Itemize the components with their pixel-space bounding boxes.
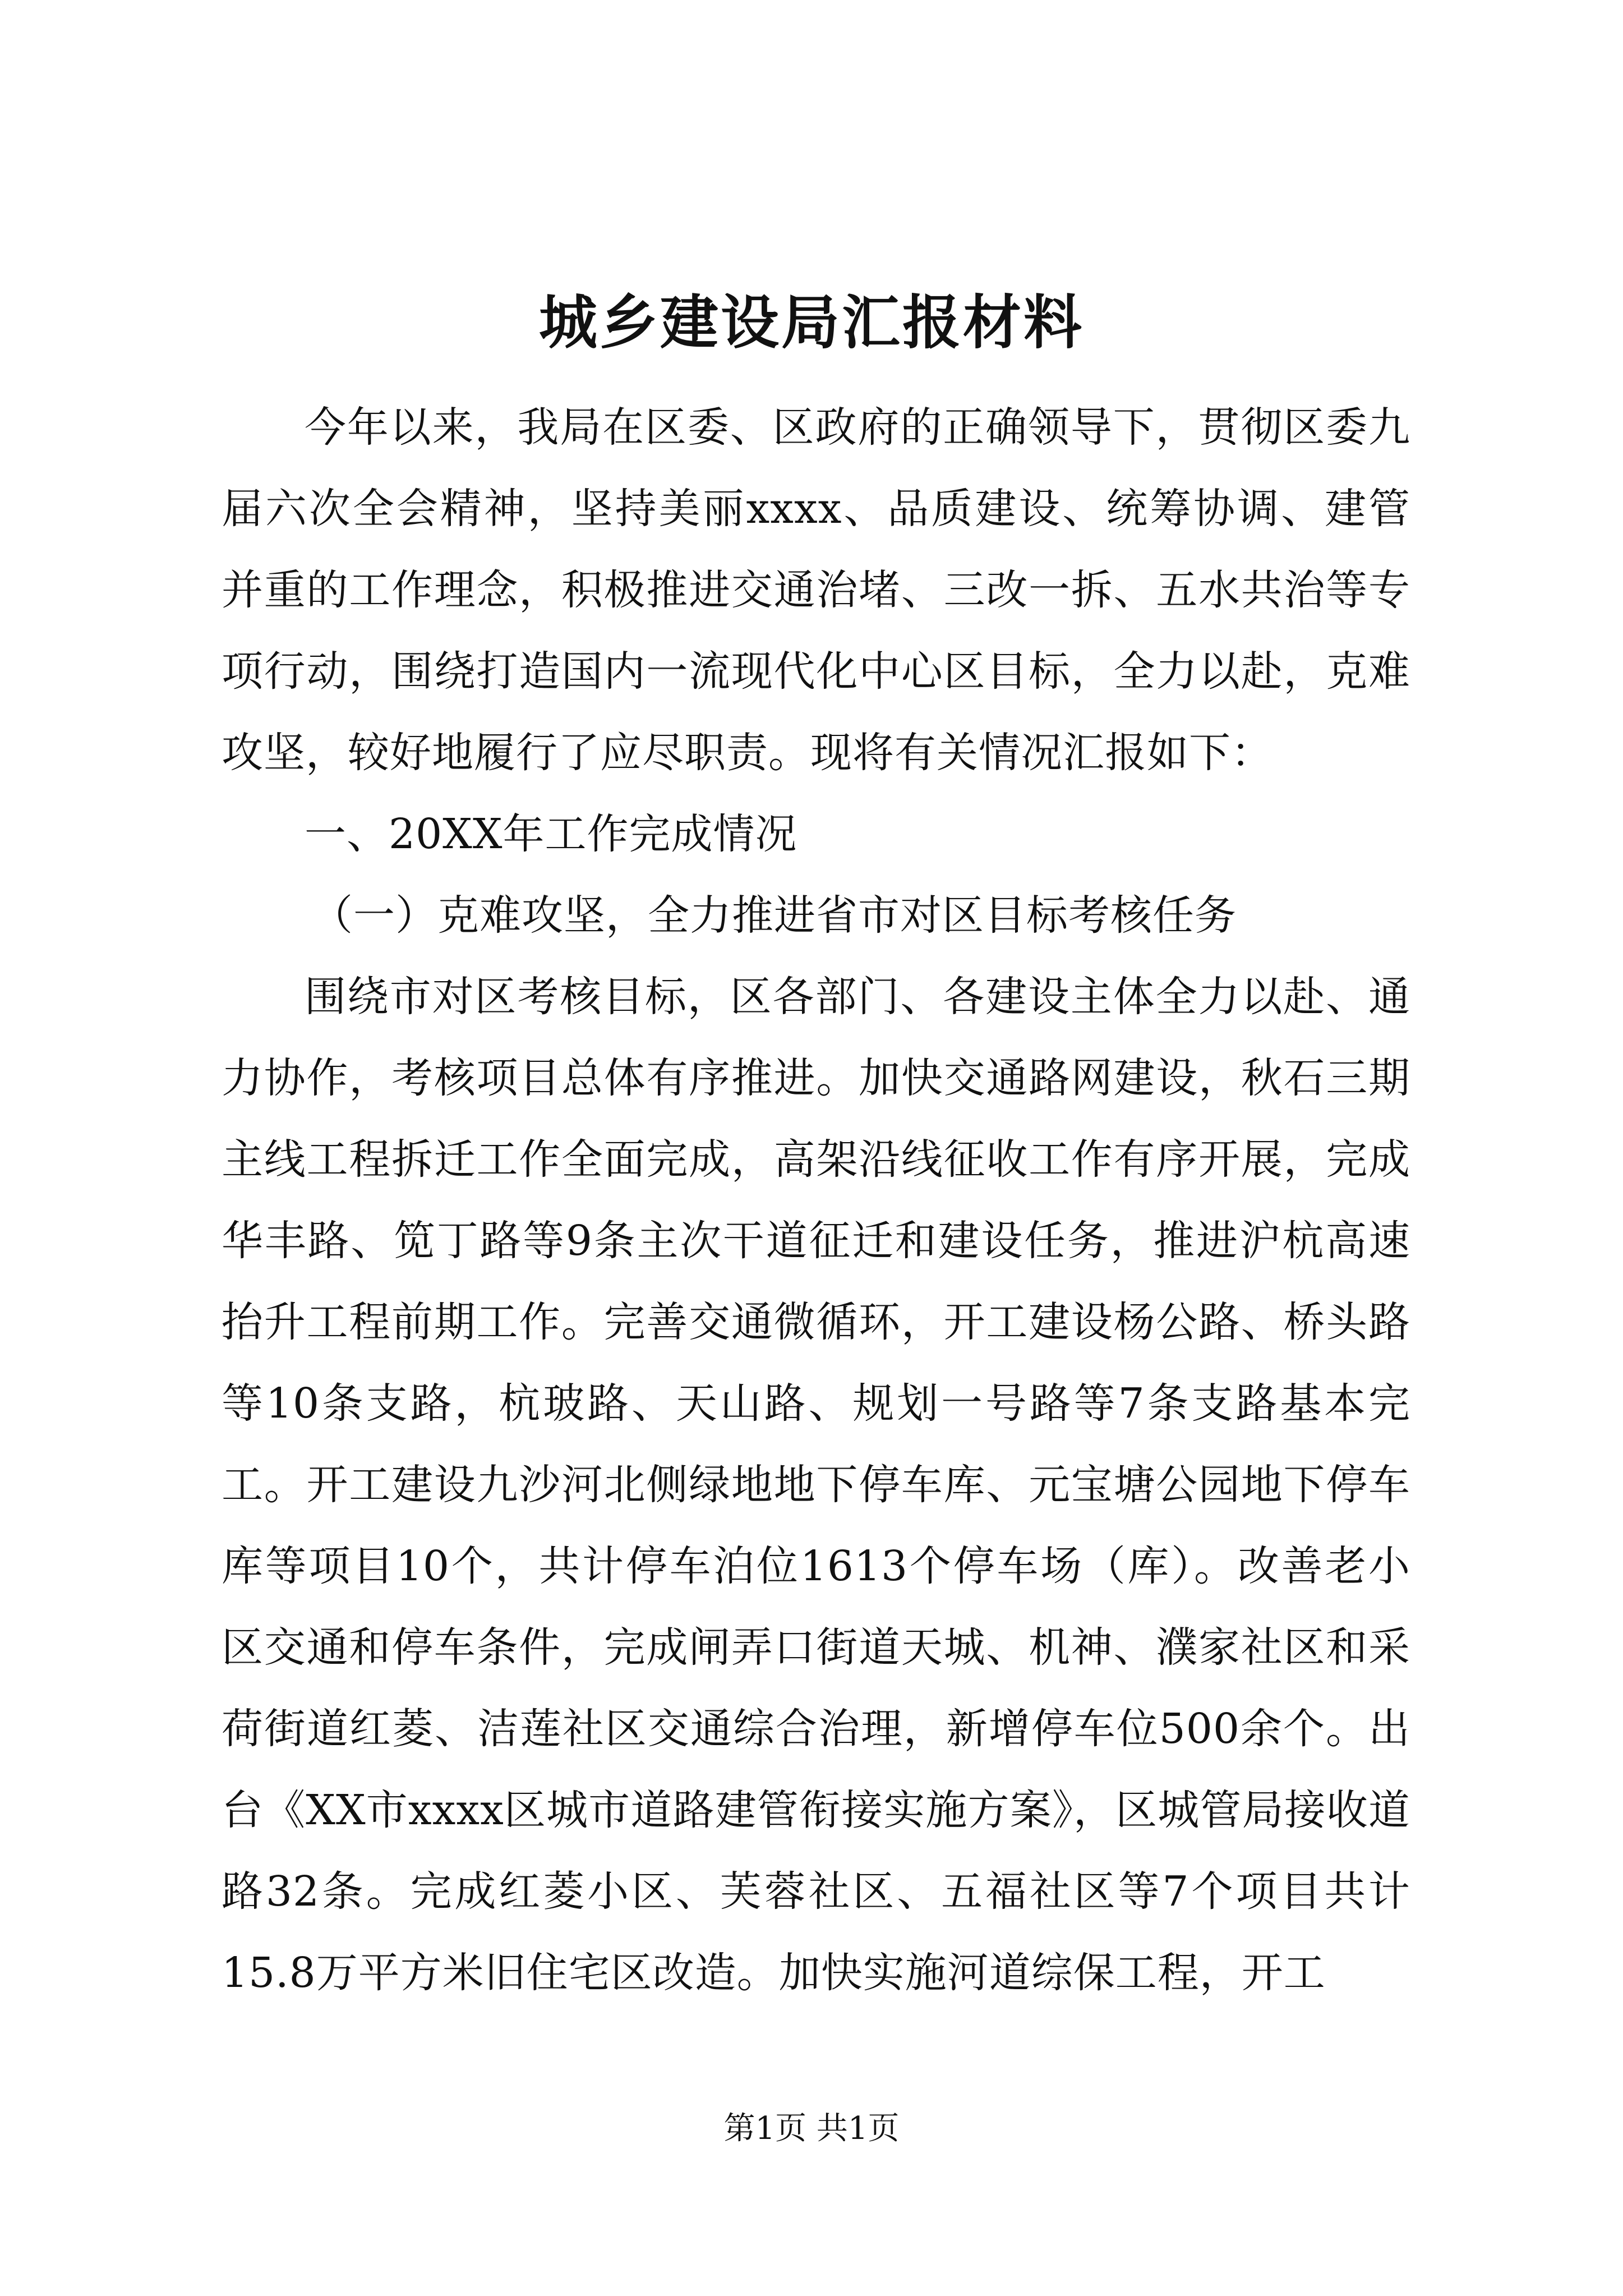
- page-footer: 第1页 共1页: [723, 2110, 900, 2147]
- document-title: 城乡建设局汇报材料: [538, 288, 1084, 357]
- section-heading: 一、20XX年工作完成情况: [305, 810, 797, 858]
- intro-paragraph: 今年以来，我局在区委、区政府的正确领导下，贯彻区委九届六次全会精神，坚持美丽xxxx、品质建设、统筹协调、建管并重的工作理念，积极推进交通治堵、三改一拆、五水共治等专项行动，围绕打造国内一流现代化中心区目标，全力以赴，克难攻坚，较好地履行了应尽职责。现将有关情况汇报如下：: [222, 403, 1410, 777]
- document-body: [222, 387, 1410, 2014]
- subsection-heading: （一）克难攻坚，全力推进省市对区目标考核任务: [311, 891, 1237, 940]
- section-body-paragraph: 围绕市对区考核目标，区各部门、各建设主体全力以赴、通力协作，考核项目总体有序推进。加快交通路网建设，秋石三期主线工程拆迁工作全面完成，高架沿线征收工作有序开展，完成华丰路、笕丁路等9条主次干道征迁和建设任务，推进沪杭高速抬升工程前期工作。完善交通微循环，开工建设杨公路、桥头路等10条支路，杭玻路、天山路、规划一号路等7条支路基本完工。开工建设九沙河北侧绿地地下停车库、元宝塘公园地下停车库等项目10个，共计停车泊位1613个停车场（库）。改善老小区交通和停车条件，完成闸弄口街道天城、机神、濮家社区和采荷街道红菱、洁莲社区交通综合治理，新增停车位500余个。出台《XX市xxxx区城市道路建管衔接实施方案》，区城管局接收道路32条。完成红菱小区、芙蓉社区、五福社区等7个项目共计15.8万平方米旧住宅区改造。加快实施河道综保工程，开工: [222, 973, 1410, 1997]
